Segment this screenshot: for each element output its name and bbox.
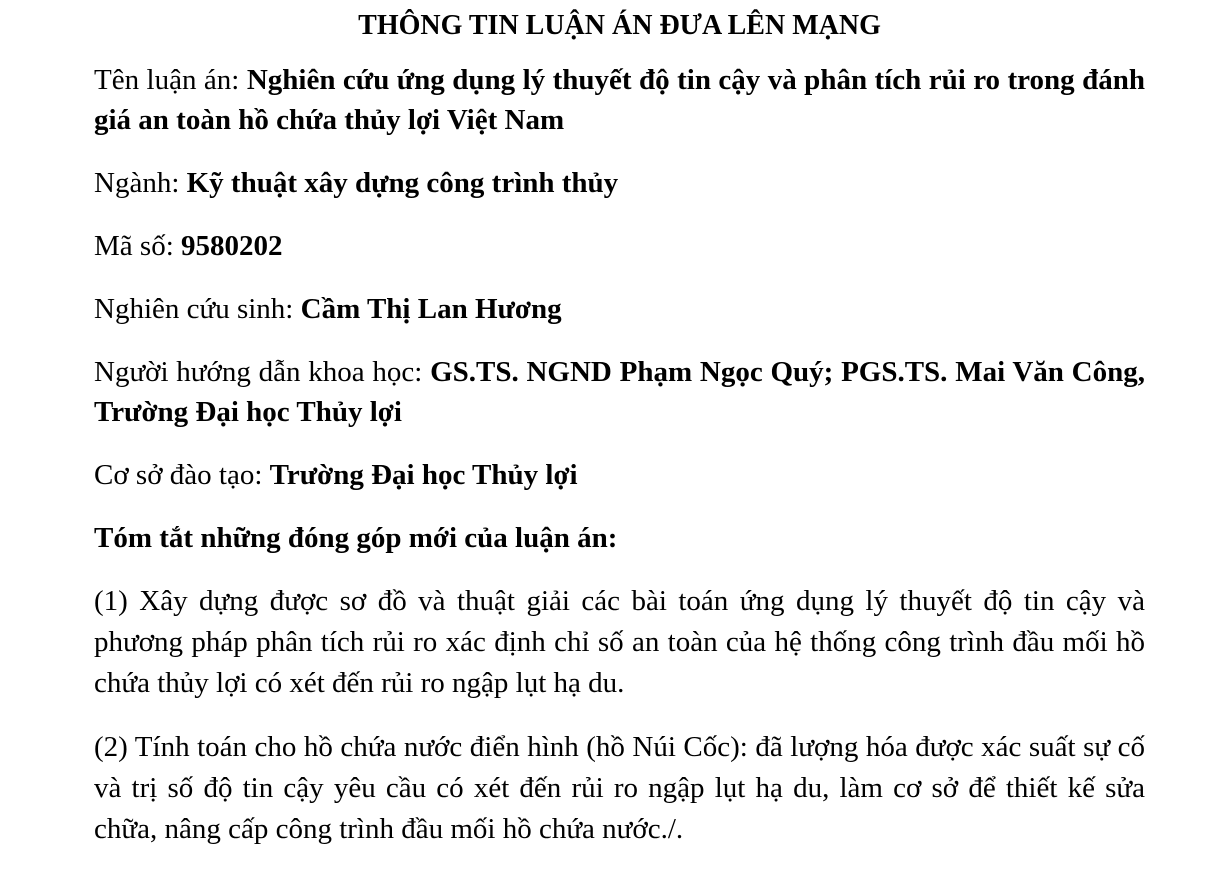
field-label: Cơ sở đào tạo: bbox=[94, 459, 270, 491]
field-label: Mã số: bbox=[94, 230, 181, 262]
field-supervisors bbox=[94, 352, 1145, 432]
contribution-paragraph-2: (2) Tính toán cho hồ chứa nước điển hình (hồ Núi Cốc): đã lượng hóa được xác suất sự cố và trị số độ tin cậy yêu cầu có xét đến rủi ro ngập lụt hạ du, làm cơ sở để thiết kế sửa chữa, nâng cấp công trình đầu mối hồ chứa nước./. bbox=[94, 731, 1145, 845]
field-value: Trường Đại học Thủy lợi bbox=[269, 459, 578, 491]
contribution-paragraph-1: (1) Xây dựng được sơ đồ và thuật giải các bài toán ứng dụng lý thuyết độ tin cậy và phương pháp phân tích rủi ro xác định chỉ số an toàn của hệ thống công trình đầu mối hồ chứa thủy lợi có xét đến rủi ro ngập lụt hạ du. bbox=[94, 585, 1145, 699]
field-institution bbox=[94, 455, 1145, 495]
field-thesis-title bbox=[94, 60, 1145, 140]
summary-heading: Tóm tắt những đóng góp mới của luận án: bbox=[94, 522, 618, 554]
field-label: Người hướng dẫn khoa học: bbox=[94, 356, 431, 388]
field-value: Kỹ thuật xây dựng công trình thủy bbox=[186, 167, 619, 199]
field-major bbox=[94, 163, 1145, 203]
field-researcher bbox=[94, 289, 1145, 329]
field-value: Nghiên cứu ứng dụng lý thuyết độ tin cậy và phân tích rủi ro trong đánh giá an toàn hồ chứa thủy lợi Việt Nam bbox=[94, 64, 1145, 136]
field-label: Nghiên cứu sinh: bbox=[94, 293, 301, 325]
field-value: Cầm Thị Lan Hương bbox=[300, 293, 562, 325]
field-label: Tên luận án: bbox=[94, 64, 247, 96]
field-code bbox=[94, 226, 1145, 266]
field-value: GS.TS. NGND Phạm Ngọc Quý; PGS.TS. Mai Văn Công, Trường Đại học Thủy lợi bbox=[94, 356, 1146, 428]
field-label: Ngành: bbox=[94, 167, 187, 199]
document-title: THÔNG TIN LUẬN ÁN ĐƯA LÊN MẠNG bbox=[358, 10, 881, 41]
field-value: 9580202 bbox=[181, 230, 283, 262]
